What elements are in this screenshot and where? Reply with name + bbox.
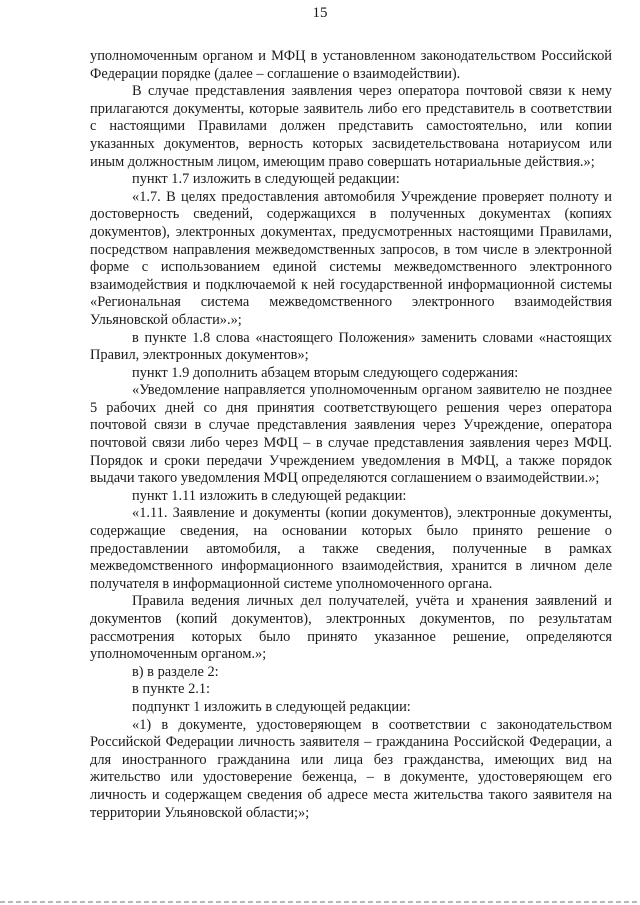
paragraph: «Уведомление направляется уполномоченным органом заявителю не позднее 5 рабочих дней со дня принятия соответствующего решения через оператора почтовой связи в случае представления заявления через Учреждение, оператора почтовой связи либо через МФЦ – в случае представления заявления через МФЦ. Порядок и сроки передачи Учреждением уведомления в МФЦ, а также порядок выдачи такого уведомления МФЦ определяются соглашением о взаимодействии.»; xyxy=(90,382,612,487)
page-number: 15 xyxy=(312,5,328,21)
paragraph: в) в разделе 2: xyxy=(132,663,219,680)
paragraph: пункт 1.7 изложить в следующей редакции: xyxy=(132,171,400,188)
paragraph: подпункт 1 изложить в следующей редакции: xyxy=(132,698,411,715)
paragraph: «1.7. В целях предоставления автомобиля Учреждение проверяет полноту и достоверность сведений, содержащихся в полученных документах (копиях документов), электронных документах, предусмотренных настоящими Правилами, посредством направления межведомственных запросов, в том числе в электронной форме с использованием единой системы межведомственного электронного взаимодействия и подключаемой к ней государственной информационной системы «Региональная система межведомственного электронного взаимодействия Ульяновской области».»; xyxy=(90,188,612,328)
paragraph: «1.11. Заявление и документы (копии документов), электронные документы, содержащие сведения, на основании которых было принято решение о предоставлении автомобиля, а также сведения, полученные в рамках межведомственного информационного взаимодействия, хранится в личном деле получателя в информационной системе уполномоченного органа. xyxy=(90,505,612,592)
scan-edge-border xyxy=(0,901,640,903)
paragraph: В случае представления заявления через оператора почтовой связи к нему прилагаются документы, которые заявитель либо его представитель в соответствии с настоящими Правилами должен представить самостоятельно, или копии указанных документов, верность которых засвидетельствована нотариусом или иным должностным лицом, имеющим право совершать нотариальные действия.»; xyxy=(90,83,612,170)
paragraph: «1) в документе, удостоверяющем в соответствии с законодательством Российской Федерации личность заявителя – гражданина Российской Федерации, а для иностранного гражданина или лица без гражданства, имеющих вид на жительство или удостоверение беженца, – в документе, удостоверяющем его личность и содержащем сведения об адресе места жительства такого заявителя на территории Ульяновской области;»; xyxy=(90,716,612,821)
paragraph: Правила ведения личных дел получателей, учёта и хранения заявлений и документов (копий документов), электронных документов, по результатам рассмотрения которых было принято указанное решение, определяются уполномоченным органом.»; xyxy=(90,593,612,663)
paragraph: в пункте 1.8 слова «настоящего Положения» заменить словами «настоящих Правил, электронных документов»; xyxy=(90,329,612,364)
paragraph: пункт 1.11 изложить в следующей редакции: xyxy=(132,487,407,504)
paragraph: пункт 1.9 дополнить абзацем вторым следующего содержания: xyxy=(132,364,519,381)
paragraph: уполномоченным органом и МФЦ в установленном законодательством Российской Федерации порядке (далее – соглашение о взаимодействии). xyxy=(90,48,612,82)
document-body xyxy=(90,48,612,822)
paragraph: в пункте 2.1: xyxy=(132,681,211,698)
